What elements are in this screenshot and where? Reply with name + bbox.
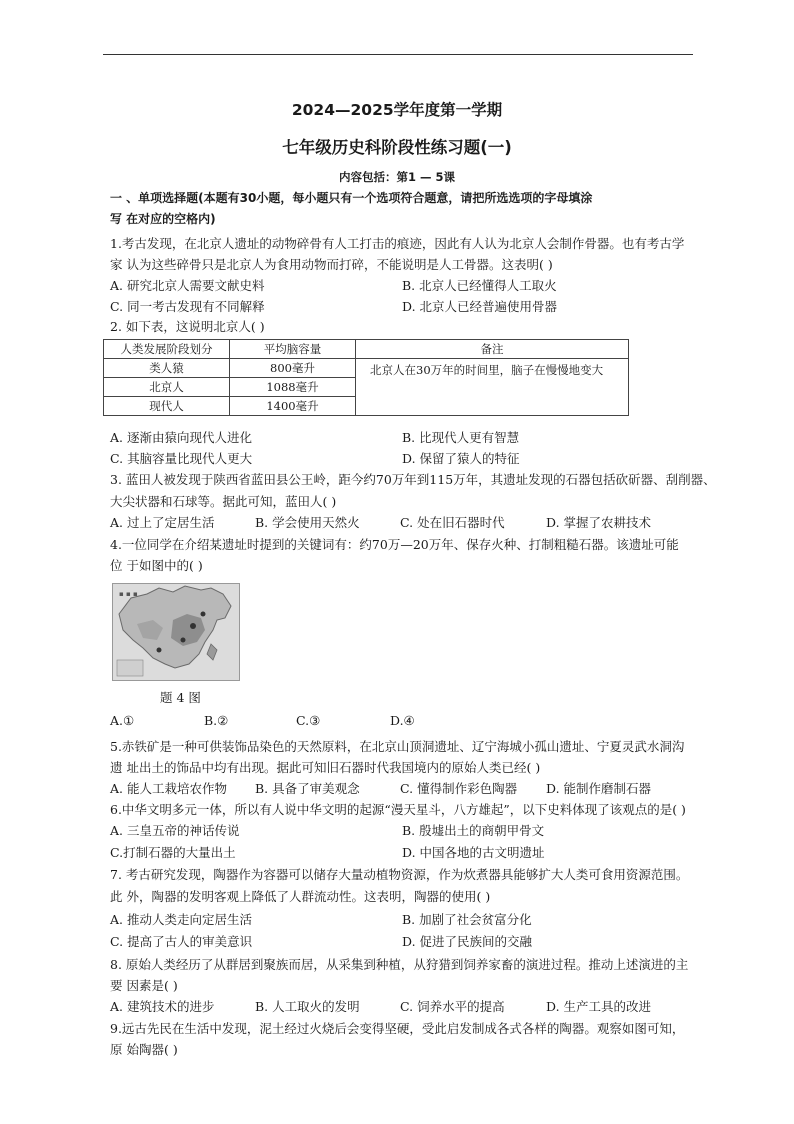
table-cell: 800毫升 bbox=[230, 359, 356, 378]
option-d: D. 中国各地的古文明遗址 bbox=[402, 845, 545, 860]
table-cell: 北京人 bbox=[104, 378, 230, 397]
question-stem: 遗 址出土的饰品中均有出现。据此可知旧石器时代我国境内的原始人类已经( ) bbox=[110, 760, 541, 775]
option-c: C. 处在旧石器时代 bbox=[400, 515, 505, 530]
year-title: 2024—2025学年度第一学期 bbox=[291, 101, 503, 119]
content-scope: 内容包括：第1 — 5课 bbox=[338, 170, 455, 184]
brain-capacity-table bbox=[103, 339, 629, 416]
option-c: C. 同一考古发现有不同解释 bbox=[110, 299, 265, 314]
table-note: 北京人在30万年的时间里，脑子在慢慢地变大 bbox=[356, 359, 629, 416]
option-a: A. 逐渐由猿向现代人进化 bbox=[110, 430, 252, 445]
option-d: D. 生产工具的改进 bbox=[546, 999, 652, 1014]
option-a: A. 研究北京人需要文献史料 bbox=[110, 278, 265, 293]
question-stem: 5.赤铁矿是一种可供装饰品染色的天然原料，在北京山顶洞遗址、辽宁海城小孤山遗址、宁夏灵武水洞沟 bbox=[110, 739, 685, 754]
option-c: C. 其脑容量比现代人更大 bbox=[110, 451, 253, 466]
table-cell: 现代人 bbox=[104, 397, 230, 416]
option-b: B. 比现代人更有智慧 bbox=[402, 430, 520, 445]
question-stem: 家 认为这些碎骨只是北京人为食用动物而打碎，不能说明是人工骨器。这表明( ) bbox=[110, 257, 553, 272]
option-c: C.③ bbox=[296, 713, 321, 728]
option-d: D. 保留了猿人的特征 bbox=[402, 451, 520, 466]
question-stem: 7. 考古研究发现，陶器作为容器可以储存大量动植物资源，作为炊煮器具能够扩大人类可食用资源范围。 bbox=[110, 867, 689, 882]
option-c: C. 懂得制作彩色陶器 bbox=[400, 781, 518, 796]
option-b: B. 北京人已经懂得人工取火 bbox=[402, 278, 557, 293]
question-stem: 4.一位同学在介绍某遗址时提到的关键词有：约70万—20万年、保存火种、打制粗糙石器。该遗址可能 bbox=[110, 537, 679, 552]
option-b: B. 加剧了社会贫富分化 bbox=[402, 912, 532, 927]
section-heading-cont: 写 在对应的空格内) bbox=[110, 212, 216, 226]
option-a: A. 推动人类走向定居生活 bbox=[110, 912, 252, 927]
china-map-figure bbox=[112, 583, 240, 681]
table-header: 备注 bbox=[356, 340, 629, 359]
table-header-row bbox=[104, 340, 629, 359]
question-stem: 此 外，陶器的发明客观上降低了人群流动性。这表明，陶器的使用( ) bbox=[110, 889, 491, 904]
question-stem: 2. 如下表，这说明北京人( ) bbox=[110, 319, 265, 334]
option-a: A.① bbox=[110, 713, 135, 728]
option-d: D. 北京人已经普遍使用骨器 bbox=[402, 299, 558, 314]
option-a: A. 三皇五帝的神话传说 bbox=[110, 823, 240, 838]
question-stem: 1.考古发现，在北京人遗址的动物碎骨有人工打击的痕迹，因此有人认为北京人会制作骨器。也有考古学 bbox=[110, 236, 685, 251]
question-stem: 要 因素是( ) bbox=[110, 978, 178, 993]
option-b: B. 殷墟出土的商朝甲骨文 bbox=[402, 823, 545, 838]
table-cell: 1088毫升 bbox=[230, 378, 356, 397]
header-rule bbox=[103, 54, 693, 55]
option-d: D.④ bbox=[390, 713, 415, 728]
option-d: D. 促进了民族间的交融 bbox=[402, 934, 533, 949]
table-header: 人类发展阶段划分 bbox=[104, 340, 230, 359]
option-b: B. 人工取火的发明 bbox=[255, 999, 360, 1014]
option-d: D. 掌握了农耕技术 bbox=[546, 515, 652, 530]
question-stem: 原 始陶器( ) bbox=[110, 1042, 178, 1057]
option-b: B.② bbox=[204, 713, 229, 728]
option-b: B. 具备了审美观念 bbox=[255, 781, 360, 796]
option-c: C.打制石器的大量出土 bbox=[110, 845, 236, 860]
figure-caption: 题 4 图 bbox=[160, 690, 201, 705]
option-d: D. 能制作磨制石器 bbox=[546, 781, 652, 796]
question-stem: 3. 蓝田人被发现于陕西省蓝田县公王岭，距今约70万年到115万年，其遗址发现的石器包括砍斫器、刮削器、 bbox=[110, 472, 716, 487]
section-heading: 一 、单项选择题(本题有30小题，每小题只有一个选项符合题意，请把所选选项的字母填涂 bbox=[110, 191, 593, 205]
question-stem: 位 于如图中的( ) bbox=[110, 558, 203, 573]
china-map-image bbox=[113, 584, 239, 680]
option-a: A. 能人工栽培农作物 bbox=[110, 781, 227, 796]
question-stem: 6.中华文明多元一体，所以有人说中华文明的起源“漫天星斗，八方雄起”，以下史料体现了该观点的是( ) bbox=[110, 802, 686, 817]
option-b: B. 学会使用天然火 bbox=[255, 515, 360, 530]
table-cell: 1400毫升 bbox=[230, 397, 356, 416]
option-c: C. 提高了古人的审美意识 bbox=[110, 934, 253, 949]
table-header: 平均脑容量 bbox=[230, 340, 356, 359]
question-stem: 8. 原始人类经历了从群居到聚族而居，从采集到种植，从狩猎到饲养家畜的演进过程。推动上述演进的主 bbox=[110, 957, 689, 972]
question-stem: 9.远古先民在生活中发现，泥土经过火烧后会变得坚硬，受此启发制成各式各样的陶器。观察如图可知， bbox=[110, 1021, 685, 1036]
svg-text:▪ ▪ ▪: ▪ ▪ ▪ bbox=[119, 590, 138, 598]
table-cell: 类人猿 bbox=[104, 359, 230, 378]
option-a: A. 建筑技术的进步 bbox=[110, 999, 215, 1014]
exam-title: 七年级历史科阶段性练习题(一) bbox=[282, 138, 512, 157]
table-row bbox=[104, 359, 629, 378]
question-stem: 大尖状器和石球等。据此可知，蓝田人( ) bbox=[110, 494, 337, 509]
option-a: A. 过上了定居生活 bbox=[110, 515, 215, 530]
option-c: C. 饲养水平的提高 bbox=[400, 999, 505, 1014]
